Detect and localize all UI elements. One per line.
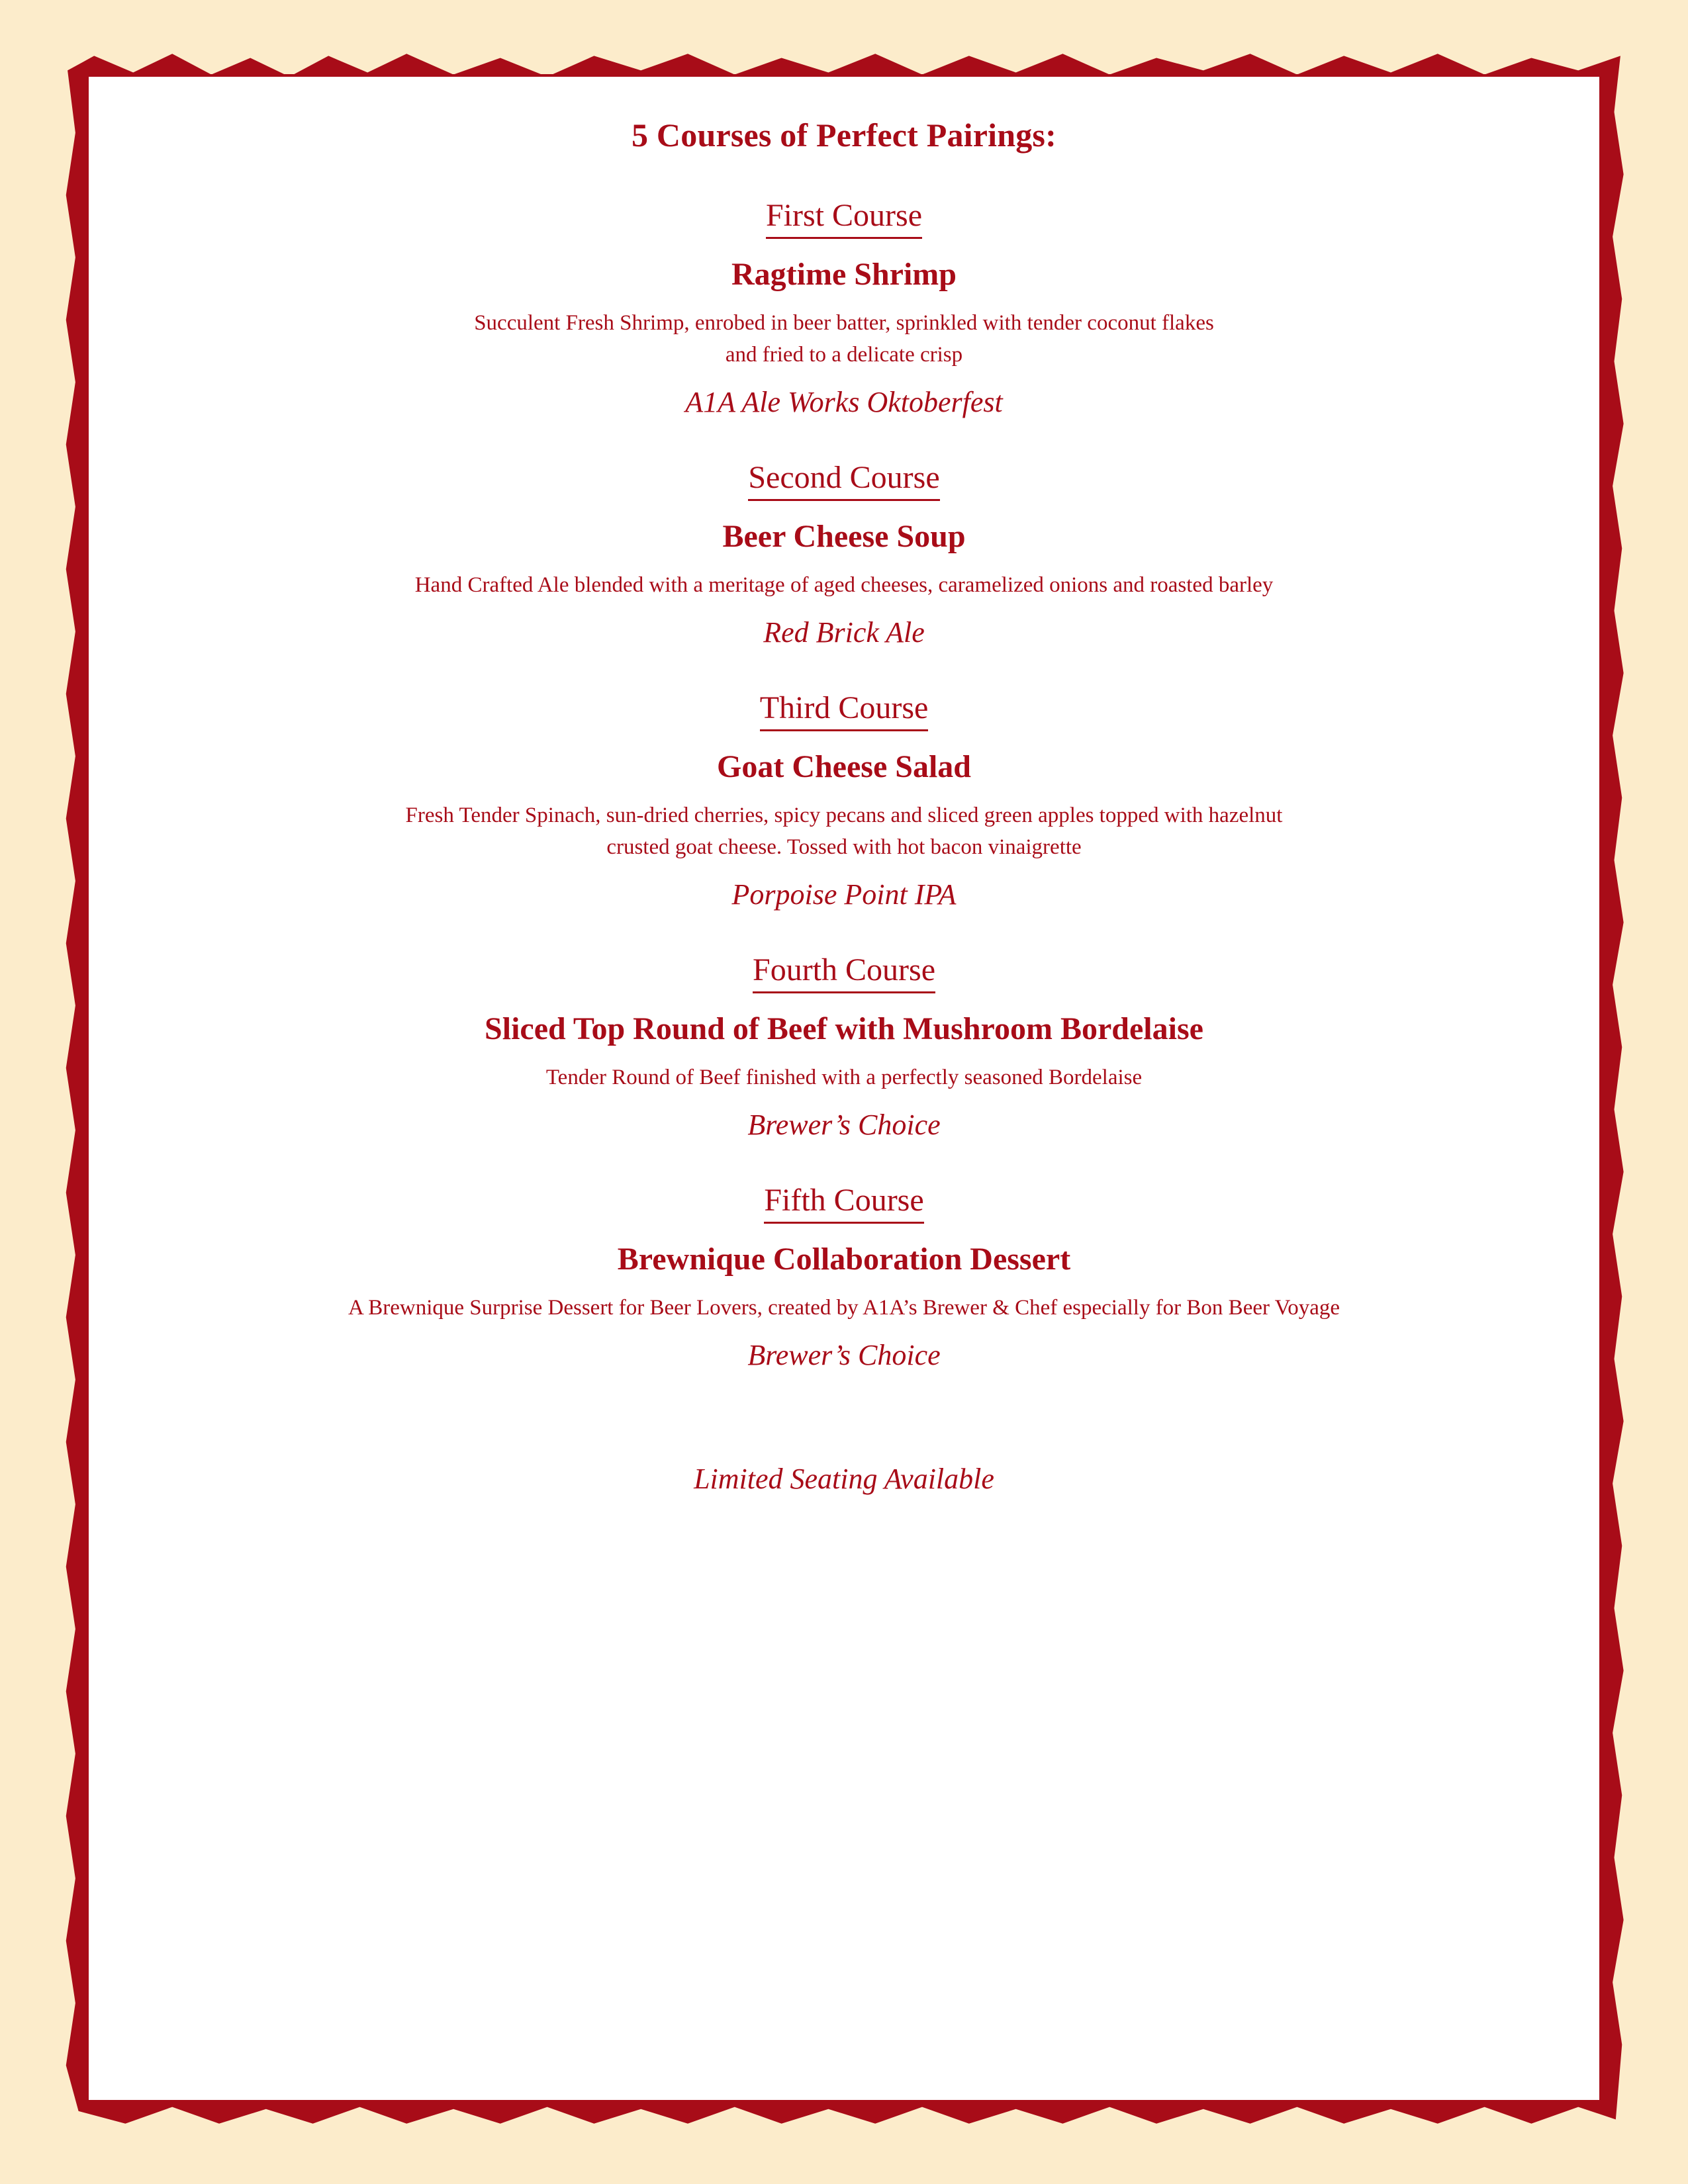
dish-description-third-line-2: crusted goat cheese. Tossed with hot bacon vinaigrette	[606, 835, 1082, 859]
course-label-wrap	[135, 196, 1553, 239]
course-label-second: Second Course	[748, 458, 939, 501]
footer-note: Limited Seating Available	[694, 1462, 994, 1495]
page-title: 5 Courses of Perfect Pairings:	[632, 116, 1056, 154]
dish-name-fourth: Sliced Top Round of Beef with Mushroom Bordelaise	[485, 1011, 1203, 1046]
dish-name-second: Beer Cheese Soup	[722, 518, 966, 554]
dish-description-fifth-line-1: A Brewnique Surprise Dessert for Beer Lovers, created by A1A’s Brewer & Chef especially for Bon Beer Voyage	[348, 1295, 1340, 1320]
course-label-wrap	[135, 1181, 1553, 1224]
course-label-wrap	[135, 688, 1553, 731]
dish-name-fifth: Brewnique Collaboration Dessert	[617, 1241, 1071, 1277]
course-label-first: First Course	[766, 196, 922, 239]
menu-content-panel	[86, 74, 1602, 2103]
dish-description-fourth-line-1: Tender Round of Beef finished with a perfectly seasoned Bordelaise	[545, 1065, 1143, 1089]
dish-name-first: Ragtime Shrimp	[731, 257, 957, 292]
course-block-first	[135, 196, 1553, 421]
beer-pairing-second: Red Brick Ale	[763, 615, 925, 649]
course-block-fourth	[135, 950, 1553, 1144]
beer-pairing-fifth: Brewer’s Choice	[747, 1338, 941, 1371]
beer-pairing-fourth: Brewer’s Choice	[747, 1108, 941, 1141]
course-label-third: Third Course	[760, 688, 929, 731]
dish-description-second-line-1: Hand Crafted Ale blended with a meritage of aged cheeses, caramelized onions and roasted barley	[414, 572, 1274, 597]
dish-description-first-line-2: and fried to a delicate crisp	[725, 342, 963, 367]
beer-pairing-third: Porpoise Point IPA	[731, 878, 957, 911]
course-label-wrap	[135, 458, 1553, 501]
dish-name-third: Goat Cheese Salad	[717, 749, 971, 784]
beer-pairing-first: A1A Ale Works Oktoberfest	[685, 385, 1003, 418]
dish-description-first-line-1: Succulent Fresh Shrimp, enrobed in beer batter, sprinkled with tender coconut flakes	[474, 311, 1214, 335]
course-block-fifth	[135, 1181, 1553, 1374]
course-block-third	[135, 688, 1553, 913]
course-block-second	[135, 458, 1553, 651]
dish-description-third-line-1: Fresh Tender Spinach, sun-dried cherries, spicy pecans and sliced green apples topped with hazelnut	[405, 803, 1283, 827]
course-label-wrap	[135, 950, 1553, 993]
course-label-fifth: Fifth Course	[764, 1181, 923, 1224]
course-label-fourth: Fourth Course	[753, 950, 935, 993]
